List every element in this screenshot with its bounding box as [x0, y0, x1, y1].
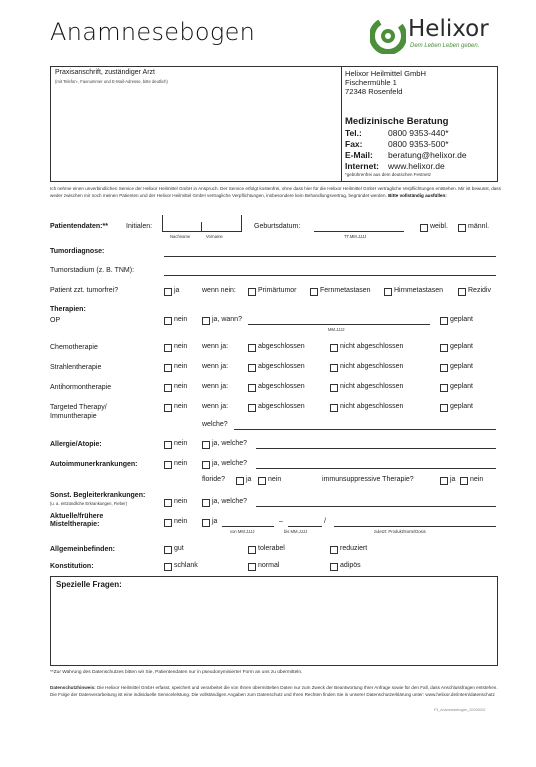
- mistel-produkt-input[interactable]: [334, 526, 496, 527]
- tumorstadium-input[interactable]: [164, 275, 496, 276]
- floride-nein-label: nein: [268, 476, 282, 483]
- allergie-input[interactable]: [256, 448, 496, 449]
- begleit-nein-checkbox[interactable]: [164, 499, 172, 507]
- practice-title: Praxisanschrift, zuständiger Arzt: [55, 69, 155, 76]
- begleit-input[interactable]: [256, 506, 496, 507]
- intro-body: Ich nehme einen unverbindlichen Service der Helixor Heilmittel GmbH in Anspruch. Der Service erfolgt kostenfrei, ohne dass hier für die Helixor Heilmittel GmbH vertragliche Verpflichtungen entstehen. Mir ist bewusst, dass weder zwischen mir noch meinen Patienten und der Helixor Heilmittel GmbH vertragliche Verpflichtungen, insbesondere kein Behandlungsvertrag, begründet werden.: [50, 186, 501, 198]
- tumorfrei-ja-label: ja: [174, 287, 180, 294]
- tumorfrei-label: Patient zzt. tumorfrei?: [50, 287, 119, 294]
- autoimmun-ja-checkbox[interactable]: [202, 461, 210, 469]
- begleit-ja-checkbox[interactable]: [202, 499, 210, 507]
- chemo-geplant-label: geplant: [450, 343, 473, 350]
- mistel-zuletzt-hint: zuletzt: Produkt/Sorte/Dosis: [374, 529, 426, 534]
- email-link[interactable]: beratung@helixor.de: [388, 150, 467, 160]
- op-ja-label: ja, wann?: [212, 316, 242, 323]
- floride-ja-checkbox[interactable]: [236, 477, 244, 485]
- logo-slogan: Dem Leben Leben geben.: [410, 43, 480, 49]
- begleit-ja-label: ja, welche?: [212, 498, 248, 505]
- intro-bold: Bitte vollständig ausfüllen:: [388, 192, 447, 198]
- adipoes-checkbox[interactable]: [330, 563, 338, 571]
- privacy-note: [50, 685, 500, 698]
- mistel-ja-label: ja: [212, 518, 218, 525]
- targeted-abgeschlossen-checkbox[interactable]: [248, 404, 256, 412]
- mistel-dash: –: [279, 518, 283, 525]
- autoimmun-nein-label: nein: [174, 460, 188, 467]
- tumorfrei-ja-checkbox[interactable]: [164, 288, 172, 296]
- mistel-bis-input[interactable]: [288, 526, 322, 527]
- immuno-ja-checkbox[interactable]: [440, 477, 448, 485]
- questions-textarea[interactable]: [50, 576, 498, 666]
- form-code: F3_Anamnesebogen_20200002: [434, 708, 486, 712]
- tel-value[interactable]: 0800 9353-440*: [388, 128, 449, 138]
- tumordiagnose-input[interactable]: [164, 256, 496, 257]
- initials-label: Initialen:: [126, 223, 153, 230]
- chemo-abgeschlossen-label: abgeschlossen: [258, 343, 305, 350]
- helixor-logo-icon: [370, 18, 406, 54]
- strahlen-nicht-abgeschlossen-label: nicht abgeschlossen: [340, 363, 404, 370]
- company-name: Helixor Heilmittel GmbH: [345, 69, 427, 78]
- patient-label: Patientendaten:**: [50, 223, 108, 230]
- mistel-bis-hint: bis MM.JJJJ: [284, 529, 308, 534]
- nachname-hint: Nachname: [170, 234, 191, 239]
- op-date-hint: MM.JJJJ: [328, 327, 345, 332]
- strahlen-label: Strahlentherapie: [50, 364, 102, 371]
- targeted-label-2: Immuntherapie: [50, 413, 97, 420]
- begleit-label: Sonst. Begleiterkrankungen:: [50, 492, 146, 499]
- company-street: Fischermühle 1: [345, 78, 397, 87]
- antihormon-geplant-checkbox[interactable]: [440, 384, 448, 392]
- hirnmetastasen-label: Hirnmetastasen: [394, 287, 444, 294]
- floride-nein-checkbox[interactable]: [258, 477, 266, 485]
- rezidiv-checkbox[interactable]: [458, 288, 466, 296]
- logo-name: Helixor: [408, 16, 489, 42]
- antihormon-nicht-abgeschlossen-label: nicht abgeschlossen: [340, 383, 404, 390]
- rezidiv-label: Rezidiv: [468, 287, 491, 294]
- questions-title: Spezielle Fragen:: [56, 580, 122, 589]
- hirnmetastasen-checkbox[interactable]: [384, 288, 392, 296]
- targeted-nicht-abgeschlossen-label: nicht abgeschlossen: [340, 403, 404, 410]
- normal-label: normal: [258, 562, 280, 569]
- mistel-label-1: Aktuelle/frühere: [50, 513, 104, 520]
- targeted-nein-label: nein: [174, 403, 188, 410]
- fax-label: Fax:: [345, 139, 363, 149]
- konstitution-label: Konstitution:: [50, 563, 94, 570]
- chemo-nicht-abgeschlossen-checkbox[interactable]: [330, 344, 338, 352]
- tolerabel-checkbox[interactable]: [248, 546, 256, 554]
- op-date-input[interactable]: [248, 324, 430, 325]
- initials-divider: [201, 222, 202, 231]
- wenn-nein-label: wenn nein:: [202, 287, 236, 294]
- privacy-text: Die Helixor Heilmittel GmbH erfasst, speichert und verarbeitet die von Ihnen übermittelten Daten nur zum Zweck der Beantwortung Ihrer Anfrage sowie für den Fall, dass Anschlussfragen entstehen. Die Folge der Datenverarbeitung ist eine individuelle Servicelelstung. Die vollständigen Angaben zum Datenschutz und Ihren Rechten finden Sie in unserer Datenschutzerklärung unter: www.helixor.de/intern/datenschutz: [50, 685, 498, 697]
- chemo-nein-label: nein: [174, 343, 188, 350]
- chemo-nein-checkbox[interactable]: [164, 344, 172, 352]
- maennl-checkbox[interactable]: [458, 224, 466, 232]
- weibl-checkbox[interactable]: [420, 224, 428, 232]
- website-link[interactable]: www.helixor.de: [388, 161, 445, 171]
- mistel-nein-checkbox[interactable]: [164, 519, 172, 527]
- chemo-geplant-checkbox[interactable]: [440, 344, 448, 352]
- strahlen-nein-checkbox[interactable]: [164, 364, 172, 372]
- birthdate-hint: TT.MM.JJJJ: [344, 234, 367, 239]
- op-nein-label: nein: [174, 316, 188, 323]
- schlank-label: schlank: [174, 562, 198, 569]
- mistel-slash: /: [324, 518, 326, 525]
- tolerabel-label: tolerabel: [258, 545, 285, 552]
- mistel-von-hint: von MM.JJJJ: [230, 529, 255, 534]
- therapien-label: Therapien:: [50, 306, 86, 313]
- pseudonym-note: **Zur Wahrung des Datenschutzes bitten wir Sie, Patientendaten nur in pseudonymisierter Form an uns zu übermitteln.: [50, 670, 303, 675]
- immuno-nein-checkbox[interactable]: [460, 477, 468, 485]
- autoimmun-ja-label: ja, welche?: [212, 460, 248, 467]
- reduziert-checkbox[interactable]: [330, 546, 338, 554]
- maennl-label: männl.: [468, 223, 490, 230]
- begleit-sub: (u. a. entzündliche Erkrankungen, Fieber): [50, 501, 128, 506]
- weibl-label: weibl.: [430, 223, 448, 230]
- targeted-wennja-label: wenn ja:: [202, 403, 229, 410]
- gut-label: gut: [174, 545, 184, 552]
- antihormon-geplant-label: geplant: [450, 383, 473, 390]
- tel-label: Tel.:: [345, 128, 362, 138]
- box-divider: [341, 66, 342, 182]
- targeted-abgeschlossen-label: abgeschlossen: [258, 403, 305, 410]
- strahlen-nicht-abgeschlossen-checkbox[interactable]: [330, 364, 338, 372]
- gut-checkbox[interactable]: [164, 546, 172, 554]
- antihormon-nicht-abgeschlossen-checkbox[interactable]: [330, 384, 338, 392]
- practice-subtitle: (mit Telefon-, Faxnummer und E-Mail-Adresse, bitte deutlich): [55, 79, 168, 84]
- antihormon-nein-checkbox[interactable]: [164, 384, 172, 392]
- strahlen-abgeschlossen-label: abgeschlossen: [258, 363, 305, 370]
- immuno-ja-label: ja: [450, 476, 456, 483]
- autoimmun-label: Autoimmunerkrankungen:: [50, 461, 138, 468]
- op-label: OP: [50, 317, 61, 324]
- chemo-wennja-label: wenn ja:: [202, 343, 229, 350]
- strahlen-wennja-label: wenn ja:: [202, 363, 229, 370]
- fernmetastasen-label: Fernmetastasen: [320, 287, 371, 294]
- targeted-geplant-label: geplant: [450, 403, 473, 410]
- targeted-label-1: Targeted Therapy/: [50, 404, 107, 411]
- immuno-label: immunsuppressive Therapie?: [322, 476, 414, 483]
- adipoes-label: adipös: [340, 562, 361, 569]
- antihormon-abgeschlossen-label: abgeschlossen: [258, 383, 305, 390]
- targeted-welche-label: welche?: [202, 421, 228, 428]
- antihormon-wennja-label: wenn ja:: [202, 383, 229, 390]
- chemo-nicht-abgeschlossen-label: nicht abgeschlossen: [340, 343, 404, 350]
- vorname-hint: Vorname: [206, 234, 223, 239]
- birthdate-label: Geburtsdatum:: [254, 223, 301, 230]
- allgemein-label: Allgemeinbefinden:: [50, 546, 115, 553]
- allergie-nein-label: nein: [174, 440, 188, 447]
- allergie-label: Allergie/Atopie:: [50, 441, 102, 448]
- birthdate-input[interactable]: [314, 231, 404, 232]
- op-geplant-checkbox[interactable]: [440, 317, 448, 325]
- privacy-bold: Datenschutzhinweis:: [50, 685, 96, 690]
- fax-value: 0800 9353-500*: [388, 139, 449, 149]
- floride-label: floride?: [202, 476, 225, 483]
- op-nein-checkbox[interactable]: [164, 317, 172, 325]
- intro-text: [50, 186, 502, 200]
- mistel-ja-checkbox[interactable]: [202, 519, 210, 527]
- strahlen-geplant-label: geplant: [450, 363, 473, 370]
- strahlen-geplant-checkbox[interactable]: [440, 364, 448, 372]
- email-label: E-Mail:: [345, 150, 373, 160]
- antihormon-nein-label: nein: [174, 383, 188, 390]
- schlank-checkbox[interactable]: [164, 563, 172, 571]
- targeted-nein-checkbox[interactable]: [164, 404, 172, 412]
- op-ja-checkbox[interactable]: [202, 317, 210, 325]
- antihormon-label: Antihormontherapie: [50, 384, 112, 391]
- strahlen-abgeschlossen-checkbox[interactable]: [248, 364, 256, 372]
- begleit-nein-label: nein: [174, 498, 188, 505]
- targeted-geplant-checkbox[interactable]: [440, 404, 448, 412]
- strahlen-nein-label: nein: [174, 363, 188, 370]
- mistel-label-2: Misteltherapie:: [50, 521, 100, 528]
- mistel-nein-label: nein: [174, 518, 188, 525]
- normal-checkbox[interactable]: [248, 563, 256, 571]
- primaertumor-checkbox[interactable]: [248, 288, 256, 296]
- autoimmun-input[interactable]: [256, 468, 496, 469]
- autoimmun-nein-checkbox[interactable]: [164, 461, 172, 469]
- allergie-nein-checkbox[interactable]: [164, 441, 172, 449]
- antihormon-abgeschlossen-checkbox[interactable]: [248, 384, 256, 392]
- allergie-ja-checkbox[interactable]: [202, 441, 210, 449]
- tumorstadium-label: Tumorstadium (z. B. TNM):: [50, 267, 135, 274]
- reduziert-label: reduziert: [340, 545, 368, 552]
- targeted-nicht-abgeschlossen-checkbox[interactable]: [330, 404, 338, 412]
- op-geplant-label: geplant: [450, 316, 473, 323]
- initials-field[interactable]: [162, 215, 242, 232]
- fernmetastasen-checkbox[interactable]: [310, 288, 318, 296]
- tollfree-note: *gebührenfrei aus dem deutschen Festnetz: [345, 172, 432, 177]
- company-city: 72348 Rosenfeld: [345, 87, 403, 96]
- internet-label: Internet:: [345, 161, 379, 171]
- floride-ja-label: ja: [246, 476, 252, 483]
- allergie-ja-label: ja, welche?: [212, 440, 248, 447]
- mistel-von-input[interactable]: [222, 526, 274, 527]
- service-title: Medizinische Beratung: [345, 116, 449, 127]
- chemo-abgeschlossen-checkbox[interactable]: [248, 344, 256, 352]
- page-title: Anamnesebogen: [50, 18, 256, 46]
- tumordiagnose-label: Tumordiagnose:: [50, 248, 105, 255]
- primaertumor-label: Primärtumor: [258, 287, 297, 294]
- targeted-welche-input[interactable]: [234, 429, 496, 430]
- chemo-label: Chemotherapie: [50, 344, 98, 351]
- immuno-nein-label: nein: [470, 476, 484, 483]
